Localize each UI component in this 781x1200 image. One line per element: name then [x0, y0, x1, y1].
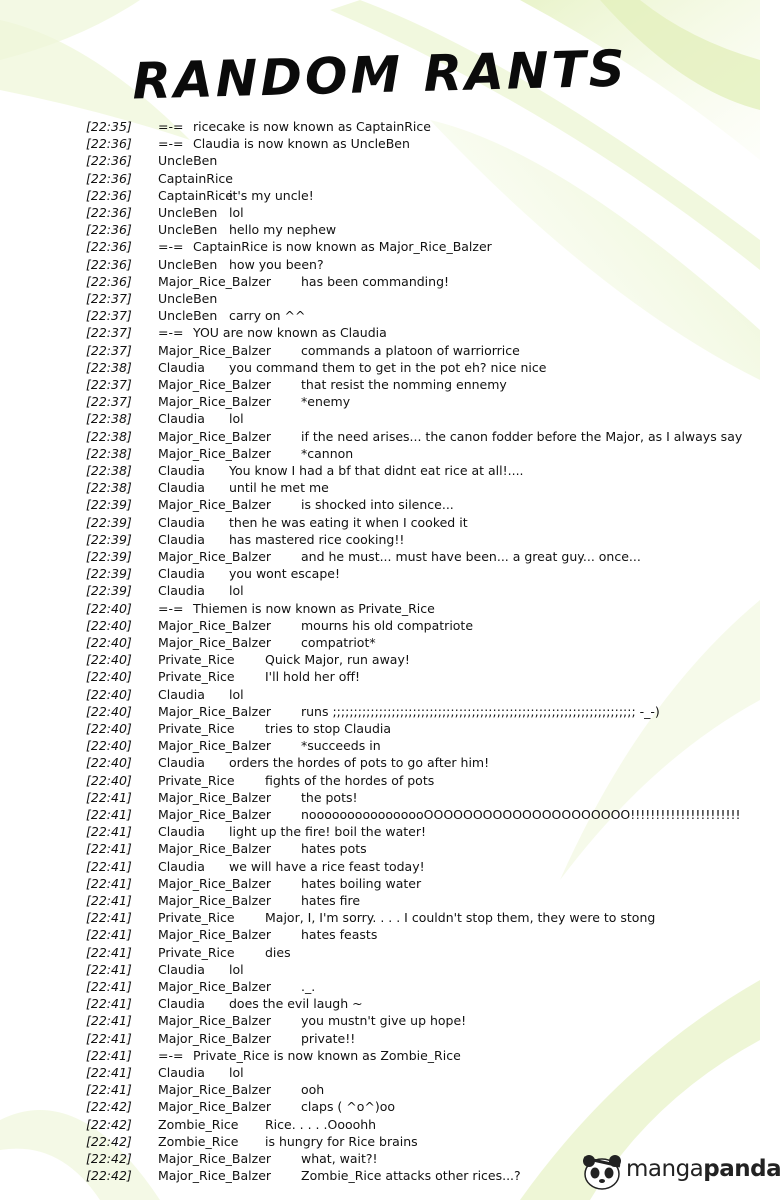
message-text: is hungry for Rice brains	[265, 1133, 418, 1149]
timestamp: [22:39]	[86, 497, 132, 513]
timestamp: [22:40]	[86, 755, 132, 771]
message-text: until he met me	[229, 480, 329, 496]
timestamp: [22:36]	[86, 153, 132, 169]
timestamp: [22:37]	[86, 394, 132, 410]
nickname: Major_Rice_Balzer	[158, 342, 272, 358]
message-text: what, wait?!	[301, 1151, 378, 1166]
nickname: Major_Rice_Balzer	[158, 617, 272, 633]
message-text: carry on ^^	[229, 308, 306, 324]
timestamp: [22:42]	[86, 1116, 132, 1132]
nickname: Claudia	[158, 480, 205, 496]
timestamp: [22:42]	[86, 1151, 132, 1166]
timestamp: [22:41]	[86, 979, 132, 994]
timestamp: [22:41]	[86, 927, 132, 943]
timestamp: [22:40]	[86, 669, 132, 685]
page-title: RANDOM RANTS	[131, 39, 629, 111]
system-message: ricecake is now known as CaptainRice	[193, 119, 431, 134]
timestamp: [22:37]	[86, 291, 132, 306]
nickname: Private_Rice	[158, 910, 235, 926]
message-text: that resist the nomming ennemy	[301, 377, 507, 392]
message-text: Zombie_Rice attacks other rices...?	[301, 1168, 521, 1184]
timestamp: [22:36]	[86, 170, 132, 186]
timestamp: [22:40]	[86, 617, 132, 633]
timestamp: [22:35]	[86, 119, 132, 134]
system-message: CaptainRice is now known as Major_Rice_Balzer	[193, 239, 492, 255]
message-text: noooooooooooooooOOOOOOOOOOOOOOOOOOOOO!!!!!!!!!!!!!!!!!!!!!!	[301, 807, 741, 822]
message-text: tries to stop Claudia	[265, 721, 392, 736]
timestamp: [22:42]	[86, 1133, 132, 1149]
nickname: UncleBen	[158, 308, 218, 324]
nickname: Major_Rice_Balzer	[158, 893, 272, 908]
nickname: Major_Rice_Balzer	[158, 1168, 272, 1184]
timestamp: [22:36]	[86, 239, 132, 255]
nickname: Major_Rice_Balzer	[158, 875, 272, 891]
system-message: Private_Rice is now known as Zombie_Rice	[193, 1047, 461, 1063]
timestamp: [22:37]	[86, 325, 132, 341]
message-text: and he must... must have been... a great guy... once...	[301, 549, 641, 564]
nickname: UncleBen	[158, 205, 218, 220]
logo-text-left: manga	[626, 1156, 704, 1182]
message-text: you mustn't give up hope!	[301, 1013, 467, 1029]
nickname: Major_Rice_Balzer	[158, 549, 272, 564]
nickname: Major_Rice_Balzer	[158, 1030, 272, 1046]
message-text: lol	[229, 686, 244, 702]
timestamp: [22:38]	[86, 480, 132, 496]
message-text: hates fire	[301, 893, 361, 908]
system-marker: =-=	[158, 600, 184, 616]
message-text: lol	[229, 583, 244, 599]
message-text: hates boiling water	[301, 875, 422, 891]
message-text: commands a platoon of warriorrice	[301, 342, 520, 358]
timestamp: [22:41]	[86, 824, 132, 840]
message-text: private!!	[301, 1030, 356, 1046]
system-marker: =-=	[158, 119, 184, 134]
message-text: ._.	[301, 979, 316, 994]
nickname: Major_Rice_Balzer	[158, 789, 272, 805]
nickname: Major_Rice_Balzer	[158, 1013, 272, 1029]
timestamp: [22:39]	[86, 514, 132, 530]
timestamp: [22:41]	[86, 1082, 132, 1098]
nickname: Claudia	[158, 1065, 205, 1080]
nickname: Claudia	[158, 858, 205, 874]
nickname: UncleBen	[158, 256, 218, 272]
timestamp: [22:40]	[86, 635, 132, 650]
nickname: Claudia	[158, 686, 205, 702]
message-text: how you been?	[229, 256, 324, 272]
timestamp: [22:41]	[86, 1047, 132, 1063]
message-text: hello my nephew	[229, 222, 337, 238]
message-text: it's my uncle!	[229, 187, 314, 203]
nickname: Claudia	[158, 463, 205, 478]
timestamp: [22:38]	[86, 411, 132, 427]
message-text: has been commanding!	[301, 273, 450, 289]
message-text: lol	[229, 961, 244, 977]
nickname: Major_Rice_Balzer	[158, 807, 272, 822]
timestamp: [22:39]	[86, 566, 132, 582]
system-message: Claudia is now known as UncleBen	[193, 136, 410, 152]
message-text: mourns his old compatriote	[301, 617, 474, 633]
nickname: Claudia	[158, 531, 205, 547]
timestamp: [22:38]	[86, 359, 132, 375]
nickname: Claudia	[158, 359, 205, 375]
nickname: UncleBen	[158, 153, 218, 169]
timestamp: [22:41]	[86, 875, 132, 891]
nickname: Major_Rice_Balzer	[158, 497, 272, 513]
message-text: the pots!	[301, 789, 358, 805]
nickname: UncleBen	[158, 291, 218, 306]
system-marker: =-=	[158, 325, 184, 341]
message-text: if the need arises... the canon fodder before the Major, as I always say	[301, 428, 743, 444]
message-text: you wont escape!	[229, 566, 340, 582]
logo-text-right: panda	[703, 1156, 781, 1182]
message-text: hates feasts	[301, 927, 378, 943]
timestamp: [22:36]	[86, 205, 132, 220]
timestamp: [22:41]	[86, 910, 132, 926]
timestamp: [22:40]	[86, 721, 132, 736]
message-text: ooh	[301, 1082, 325, 1098]
message-text: compatriot*	[301, 635, 376, 650]
message-text: hates pots	[301, 841, 367, 857]
timestamp: [22:39]	[86, 549, 132, 564]
timestamp: [22:40]	[86, 686, 132, 702]
message-text: is shocked into silence...	[301, 497, 454, 513]
nickname: Private_Rice	[158, 721, 235, 736]
message-text: we will have a rice feast today!	[229, 858, 425, 874]
nickname: CaptainRice	[158, 187, 233, 203]
message-text: runs ;;;;;;;;;;;;;;;;;;;;;;;;;;;;;;;;;;;;;;;;;;;;;;;;;;;;;;;;;;;;;;;;;;;;;;;; -_-)	[301, 703, 660, 719]
nickname: Major_Rice_Balzer	[158, 841, 272, 857]
timestamp: [22:36]	[86, 256, 132, 272]
system-marker: =-=	[158, 1047, 184, 1063]
timestamp: [22:37]	[86, 342, 132, 358]
system-message: YOU are now known as Claudia	[193, 325, 387, 341]
timestamp: [22:38]	[86, 445, 132, 461]
timestamp: [22:41]	[86, 1013, 132, 1029]
nickname: Zombie_Rice	[158, 1116, 239, 1132]
message-text: Major, I, I'm sorry. . . . I couldn't stop them, they were to stong	[265, 910, 656, 926]
nickname: Major_Rice_Balzer	[158, 428, 272, 444]
message-text: I'll hold her off!	[265, 669, 360, 685]
nickname: Claudia	[158, 824, 205, 840]
nickname: Major_Rice_Balzer	[158, 394, 272, 410]
timestamp: [22:41]	[86, 841, 132, 857]
system-marker: =-=	[158, 136, 184, 152]
message-text: dies	[265, 944, 291, 960]
timestamp: [22:36]	[86, 136, 132, 152]
nickname: Claudia	[158, 514, 205, 530]
nickname: Claudia	[158, 566, 205, 582]
timestamp: [22:36]	[86, 273, 132, 289]
timestamp: [22:41]	[86, 996, 132, 1012]
nickname: Major_Rice_Balzer	[158, 927, 272, 943]
nickname: Major_Rice_Balzer	[158, 979, 272, 994]
nickname: Private_Rice	[158, 772, 235, 788]
timestamp: [22:40]	[86, 600, 132, 616]
timestamp: [22:36]	[86, 222, 132, 238]
message-text: *cannon	[301, 445, 354, 461]
nickname: Major_Rice_Balzer	[158, 1099, 272, 1115]
timestamp: [22:38]	[86, 428, 132, 444]
nickname: Major_Rice_Balzer	[158, 445, 272, 461]
timestamp: [22:41]	[86, 961, 132, 977]
message-text: lol	[229, 1065, 244, 1080]
nickname: Private_Rice	[158, 669, 235, 685]
nickname: UncleBen	[158, 222, 218, 238]
message-text: lol	[229, 205, 244, 220]
timestamp: [22:37]	[86, 377, 132, 392]
message-text: fights of the hordes of pots	[265, 772, 435, 788]
timestamp: [22:38]	[86, 463, 132, 478]
nickname: Zombie_Rice	[158, 1133, 239, 1149]
timestamp: [22:40]	[86, 738, 132, 754]
message-text: Rice. . . . .Oooohh	[265, 1116, 377, 1132]
nickname: Claudia	[158, 583, 205, 599]
message-text: light up the fire! boil the water!	[229, 824, 427, 840]
timestamp: [22:41]	[86, 893, 132, 908]
timestamp: [22:41]	[86, 858, 132, 874]
panda-head-icon	[580, 1152, 624, 1192]
message-text: does the evil laugh ~	[229, 996, 363, 1012]
message-text: you command them to get in the pot eh? nice nice	[229, 359, 547, 375]
nickname: Major_Rice_Balzer	[158, 738, 272, 754]
timestamp: [22:42]	[86, 1099, 132, 1115]
timestamp: [22:41]	[86, 789, 132, 805]
message-text: Quick Major, run away!	[265, 652, 410, 668]
message-text: then he was eating it when I cooked it	[229, 514, 468, 530]
nickname: Major_Rice_Balzer	[158, 273, 272, 289]
nickname: CaptainRice	[158, 170, 233, 186]
timestamp: [22:41]	[86, 807, 132, 822]
system-message: Thiemen is now known as Private_Rice	[193, 600, 435, 616]
mangapanda-logo	[580, 1152, 781, 1192]
message-text: claps ( ^o^)oo	[301, 1099, 396, 1115]
timestamp: [22:36]	[86, 187, 132, 203]
nickname: Private_Rice	[158, 652, 235, 668]
nickname: Claudia	[158, 411, 205, 427]
timestamp: [22:40]	[86, 703, 132, 719]
timestamp: [22:39]	[86, 583, 132, 599]
timestamp: [22:37]	[86, 308, 132, 324]
nickname: Claudia	[158, 996, 205, 1012]
timestamp: [22:41]	[86, 1030, 132, 1046]
timestamp: [22:41]	[86, 1065, 132, 1080]
nickname: Major_Rice_Balzer	[158, 635, 272, 650]
nickname: Private_Rice	[158, 944, 235, 960]
timestamp: [22:39]	[86, 531, 132, 547]
message-text: lol	[229, 411, 244, 427]
nickname: Major_Rice_Balzer	[158, 703, 272, 719]
system-marker: =-=	[158, 239, 184, 255]
timestamp: [22:41]	[86, 944, 132, 960]
timestamp: [22:40]	[86, 652, 132, 668]
timestamp: [22:42]	[86, 1168, 132, 1184]
nickname: Claudia	[158, 755, 205, 771]
message-text: *enemy	[301, 394, 351, 410]
message-text: has mastered rice cooking!!	[229, 531, 405, 547]
nickname: Major_Rice_Balzer	[158, 1082, 272, 1098]
message-text: *succeeds in	[301, 738, 381, 754]
timestamp: [22:40]	[86, 772, 132, 788]
nickname: Major_Rice_Balzer	[158, 1151, 272, 1166]
message-text: orders the hordes of pots to go after him!	[229, 755, 490, 771]
nickname: Major_Rice_Balzer	[158, 377, 272, 392]
message-text: You know I had a bf that didnt eat rice at all!....	[229, 463, 524, 478]
nickname: Claudia	[158, 961, 205, 977]
